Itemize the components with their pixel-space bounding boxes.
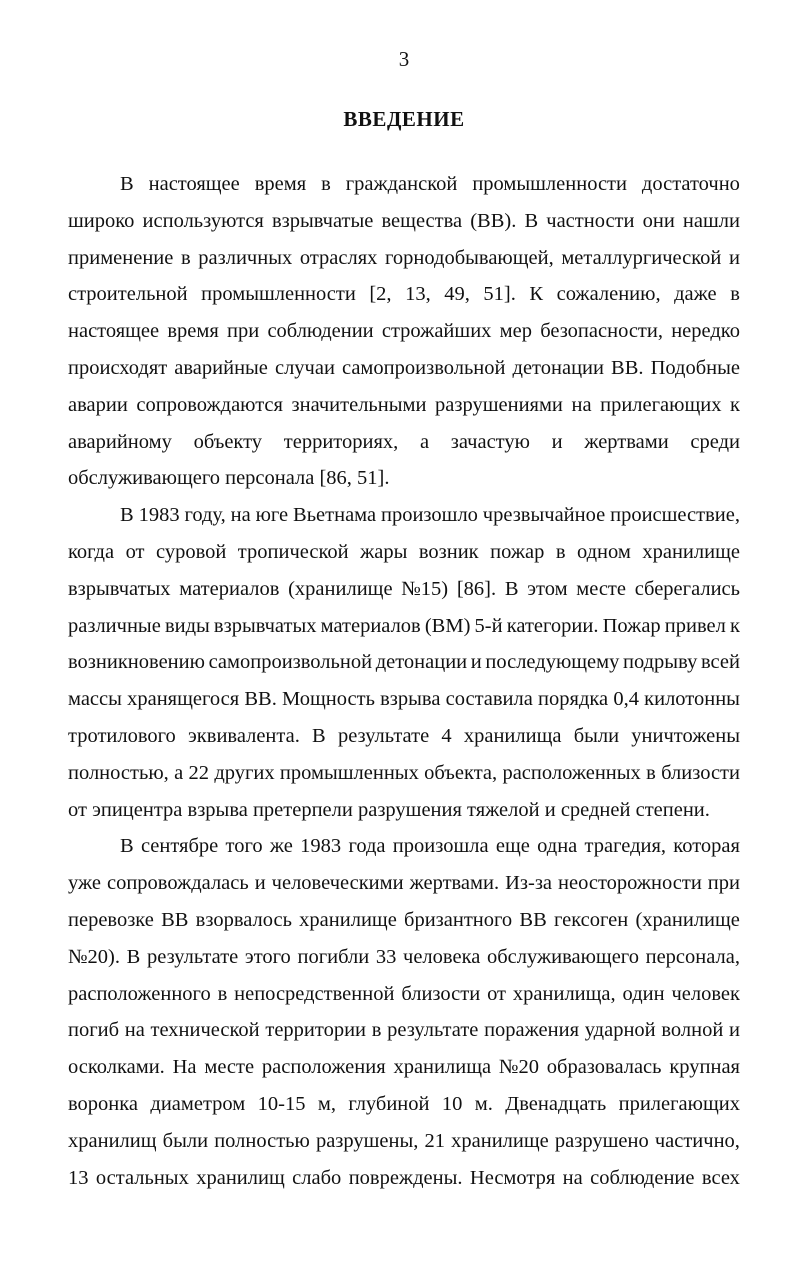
word: расположенного xyxy=(68,982,211,1005)
paragraph-2 xyxy=(68,497,740,828)
text-line xyxy=(68,902,740,939)
word: самопроизвольной xyxy=(208,651,373,674)
word: соблюдение xyxy=(590,1166,695,1189)
word: 13, xyxy=(405,283,431,306)
word: №15) xyxy=(401,577,449,600)
text-line xyxy=(68,534,740,571)
text-line xyxy=(68,240,740,277)
word: Пожар xyxy=(602,614,661,637)
word: частности xyxy=(546,209,635,232)
word: 5-й xyxy=(474,614,503,637)
word: Подобные xyxy=(650,356,740,379)
word: 51]. xyxy=(483,283,516,306)
word: разрушениями xyxy=(435,393,563,416)
word: составила xyxy=(445,688,533,711)
word: привел xyxy=(664,614,726,637)
word: когда xyxy=(68,540,115,563)
text-line xyxy=(68,387,740,424)
word: на xyxy=(124,1019,145,1042)
word: крупная xyxy=(669,1056,740,1079)
word: и xyxy=(254,872,266,895)
word: были xyxy=(162,1129,209,1152)
text-line xyxy=(68,350,740,387)
word: на xyxy=(562,1166,583,1189)
word: ВВ xyxy=(161,908,189,931)
word: расположения xyxy=(261,1056,386,1079)
word: в xyxy=(321,173,331,195)
word: зачастую xyxy=(450,430,530,453)
word: юге xyxy=(255,504,289,527)
word: всей xyxy=(700,651,740,674)
word: Из-за xyxy=(505,872,553,895)
word: аварии xyxy=(68,393,128,416)
word: близости xyxy=(661,761,740,784)
word: виды xyxy=(164,614,210,637)
word: месте xyxy=(204,1056,255,1079)
word: объекту xyxy=(193,430,263,453)
word: безопасности, xyxy=(540,320,663,343)
word: аварийному xyxy=(68,430,172,453)
text-line xyxy=(68,939,740,976)
word: Двенадцать xyxy=(505,1092,607,1115)
word: 21 xyxy=(424,1129,446,1152)
word: разрушено xyxy=(554,1129,649,1152)
word: при xyxy=(227,320,260,343)
word: Мощность xyxy=(282,688,375,711)
word: среди xyxy=(690,430,740,453)
word: настоящее xyxy=(68,320,160,343)
word: 33 xyxy=(375,945,397,968)
word: в xyxy=(555,540,566,563)
word: мер xyxy=(499,320,532,343)
word: 10-15 xyxy=(257,1092,306,1115)
text-line xyxy=(68,424,740,461)
word: происшествие, xyxy=(610,504,740,527)
word: Несмотря xyxy=(469,1166,556,1189)
word: массы xyxy=(68,688,122,711)
text-line xyxy=(68,608,740,645)
word: того xyxy=(225,835,263,858)
word: и xyxy=(729,246,740,269)
word: В xyxy=(312,724,326,747)
word: году, xyxy=(184,504,226,527)
word: используются xyxy=(142,209,264,232)
text-line xyxy=(68,755,740,792)
word: №20). xyxy=(68,945,121,968)
word: один xyxy=(622,982,665,1005)
word: взорвалось xyxy=(195,908,292,931)
word: ВВ. xyxy=(611,356,644,379)
word: образовалась xyxy=(546,1056,662,1079)
word: ВВ xyxy=(519,908,547,931)
word: тротилового xyxy=(68,724,176,747)
word: Вьетнама xyxy=(293,504,377,527)
word: 49, xyxy=(444,283,470,306)
word: технической xyxy=(150,1019,260,1042)
text-line xyxy=(68,1012,740,1049)
word: жертвами. xyxy=(409,872,500,895)
word: результате xyxy=(147,945,239,968)
word: сопровождаются xyxy=(136,393,283,416)
text-line xyxy=(68,644,740,681)
word: сожалению, xyxy=(556,283,661,306)
word: суровой xyxy=(155,540,227,563)
word: самопроизвольной xyxy=(341,356,506,379)
word: волной xyxy=(661,1019,724,1042)
word: металлургической xyxy=(561,246,722,269)
word: обслуживающего xyxy=(486,945,639,968)
word: чрезвычайное xyxy=(482,504,606,527)
word: а xyxy=(174,761,184,784)
word: 4 xyxy=(441,724,452,747)
word: горнодобывающей, xyxy=(385,246,554,269)
word: одном xyxy=(576,540,631,563)
word: других xyxy=(214,761,275,784)
word: же xyxy=(269,835,293,858)
word: (ВМ) xyxy=(424,614,471,637)
word: неосторожности xyxy=(558,872,702,895)
word: даже xyxy=(674,283,717,306)
word: хранилища xyxy=(393,1056,492,1079)
word: гексоген xyxy=(553,908,629,931)
word: в xyxy=(730,283,740,306)
text-line: обслуживающего персонала [86, 51]. xyxy=(68,467,390,490)
word: настоящее xyxy=(148,173,240,195)
word: расположенных xyxy=(502,761,641,784)
section-heading: ВВЕДЕНИЕ xyxy=(343,107,465,131)
page-number: 3 xyxy=(398,47,410,71)
word: килотонны xyxy=(644,688,740,711)
word: На xyxy=(172,1056,197,1079)
word: при xyxy=(707,872,740,895)
word: одна xyxy=(537,835,578,858)
word: хранилища, xyxy=(512,982,616,1005)
word: в xyxy=(217,982,228,1005)
word: были xyxy=(573,724,620,747)
word: происходят xyxy=(68,356,168,379)
word: слабо xyxy=(292,1166,342,1189)
word: пожар xyxy=(490,540,545,563)
word: промышленных xyxy=(279,761,419,784)
word: сберегались xyxy=(634,577,740,600)
word: детонации xyxy=(375,651,468,674)
word: на xyxy=(571,393,592,416)
word: хранилище xyxy=(642,540,740,563)
word: различные xyxy=(68,614,161,637)
word: остальных xyxy=(95,1166,189,1189)
word: бризантного xyxy=(404,908,513,931)
word: промышленности xyxy=(472,173,627,195)
word: возник xyxy=(418,540,479,563)
word: человека xyxy=(403,945,481,968)
word: взрывчатых xyxy=(68,577,171,600)
word: уничтожены xyxy=(631,724,740,747)
text-line xyxy=(68,1160,740,1197)
word: разрушены, xyxy=(315,1129,419,1152)
word: погибли xyxy=(297,945,370,968)
word: строжайших xyxy=(381,320,492,343)
paragraph-3 xyxy=(68,828,740,1196)
word: детонации xyxy=(512,356,604,379)
word: значительными xyxy=(291,393,427,416)
text-line xyxy=(68,313,740,350)
word: (хранилище xyxy=(288,577,393,600)
word: от xyxy=(125,540,145,563)
word: и xyxy=(551,430,563,453)
word: а xyxy=(419,430,430,453)
word: территории xyxy=(265,1019,367,1042)
word: [2, xyxy=(369,283,392,306)
word: различных xyxy=(198,246,293,269)
text-line xyxy=(68,718,740,755)
word: осколками. xyxy=(68,1056,165,1079)
word: материалов xyxy=(320,614,421,637)
text-line xyxy=(68,681,740,718)
word: и xyxy=(729,1019,740,1042)
word: 22 xyxy=(188,761,209,784)
word: нашли xyxy=(682,209,740,232)
word: В xyxy=(504,577,519,600)
word: гражданской xyxy=(345,173,458,195)
text-line xyxy=(68,276,740,313)
word: м, xyxy=(317,1092,336,1115)
word: время xyxy=(167,320,219,343)
word: эквивалента. xyxy=(188,724,300,747)
word: трагедия, xyxy=(584,835,667,858)
word: подрыву xyxy=(623,651,698,674)
word: этом xyxy=(527,577,568,600)
word: человеческими xyxy=(271,872,404,895)
word: результате xyxy=(387,1019,479,1042)
paragraph-1 xyxy=(68,166,740,497)
word: к xyxy=(730,614,740,637)
word: глубиной xyxy=(348,1092,430,1115)
body-text xyxy=(68,166,740,1196)
word: жертвами xyxy=(584,430,669,453)
word: полностью, xyxy=(68,761,169,784)
text-line xyxy=(68,1086,740,1123)
word: прилегающих xyxy=(618,1092,740,1115)
word: месте xyxy=(576,577,626,600)
word: непосредственной xyxy=(234,982,395,1005)
word: время xyxy=(254,173,307,195)
word: вещества xyxy=(381,209,463,232)
word: произошло xyxy=(380,504,478,527)
word: сопровождалась xyxy=(106,872,249,895)
word: персонала, xyxy=(645,945,740,968)
word: в xyxy=(646,761,656,784)
word: хранилищ xyxy=(196,1166,285,1189)
word: хранилище xyxy=(451,1129,549,1152)
word: В xyxy=(120,835,134,858)
word: материалов xyxy=(179,577,280,600)
word: (ВВ). xyxy=(470,209,517,232)
word: года xyxy=(348,835,386,858)
word: которая xyxy=(673,835,740,858)
word: поражения xyxy=(484,1019,580,1042)
word: жары xyxy=(360,540,408,563)
word: взрывчатых xyxy=(213,614,317,637)
word: уже xyxy=(68,872,101,895)
word: 1983 xyxy=(300,835,342,858)
word: человек xyxy=(671,982,740,1005)
word: В xyxy=(524,209,539,232)
word: воронка xyxy=(68,1092,139,1115)
word: соблюдении xyxy=(267,320,374,343)
word: повреждены. xyxy=(348,1166,463,1189)
word: м. xyxy=(474,1092,493,1115)
word: широко xyxy=(68,209,135,232)
word: хранилища xyxy=(463,724,562,747)
word: 10 xyxy=(441,1092,463,1115)
word: и xyxy=(470,651,482,674)
word: к xyxy=(730,393,740,416)
word: частично, xyxy=(654,1129,740,1152)
word: сентябре xyxy=(140,835,219,858)
word: полностью xyxy=(214,1129,310,1152)
word: категории. xyxy=(506,614,599,637)
word: результате xyxy=(337,724,430,747)
word: близости xyxy=(401,982,481,1005)
word: территориях, xyxy=(283,430,399,453)
word: 1983 xyxy=(138,504,180,527)
text-line xyxy=(68,203,740,240)
word: (хранилище xyxy=(635,908,740,931)
word: всех xyxy=(701,1166,740,1189)
word: они xyxy=(642,209,675,232)
word: порядка xyxy=(538,688,609,711)
word: ВВ. xyxy=(244,688,277,711)
word: хранящегося xyxy=(127,688,240,711)
word: прилегающих xyxy=(600,393,722,416)
word: объекта, xyxy=(424,761,498,784)
word: произошла xyxy=(392,835,489,858)
word: взрыва xyxy=(380,688,441,711)
word: взрывчатые xyxy=(271,209,374,232)
word: строительной xyxy=(68,283,188,306)
word: применение xyxy=(68,246,174,269)
word: В xyxy=(120,173,134,195)
word: нередко xyxy=(671,320,740,343)
word: №20 xyxy=(498,1056,539,1079)
word: В xyxy=(120,504,134,527)
text-line xyxy=(68,571,740,608)
word: от xyxy=(487,982,507,1005)
word: на xyxy=(230,504,251,527)
word: диаметром xyxy=(150,1092,246,1115)
word: перевозке xyxy=(68,908,154,931)
word: случаи xyxy=(274,356,335,379)
word: в xyxy=(371,1019,382,1042)
text-line xyxy=(68,828,740,865)
word: отраслях xyxy=(299,246,378,269)
word: промышленности xyxy=(201,283,356,306)
word: этого xyxy=(244,945,291,968)
text-line xyxy=(68,497,740,534)
word: хранилищ xyxy=(68,1129,157,1152)
word: [86]. xyxy=(456,577,497,600)
word: хранилище xyxy=(299,908,397,931)
word: возникновению xyxy=(68,651,205,674)
text-line xyxy=(68,1123,740,1160)
text-line xyxy=(68,166,740,203)
word: последующему xyxy=(485,651,620,674)
word: 0,4 xyxy=(613,688,639,711)
word: в xyxy=(180,246,191,269)
word: аварийные xyxy=(174,356,268,379)
word: К xyxy=(529,283,544,306)
word: В xyxy=(126,945,141,968)
word: еще xyxy=(495,835,530,858)
word: достаточно xyxy=(641,173,740,195)
word: тропической xyxy=(237,540,349,563)
text-line: от эпицентра взрыва претерпели разрушения тяжелой и средней степени. xyxy=(68,798,710,821)
text-line xyxy=(68,865,740,902)
word: погиб xyxy=(68,1019,120,1042)
word: ударной xyxy=(584,1019,656,1042)
text-line xyxy=(68,1049,740,1086)
text-line xyxy=(68,976,740,1013)
word: 13 xyxy=(68,1166,89,1189)
